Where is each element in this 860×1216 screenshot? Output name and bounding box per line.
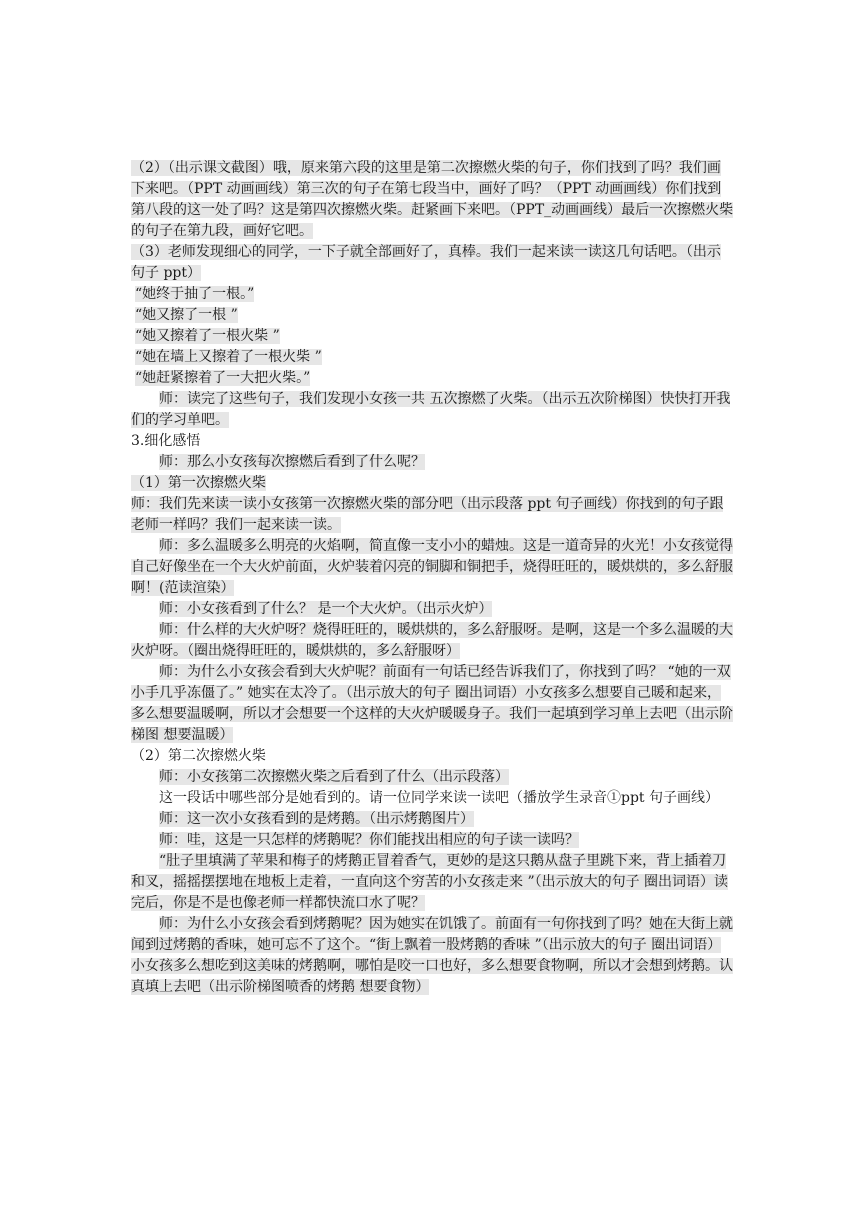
paragraph-first-why: 师：为什么小女孩会看到大火炉呢？前面有一句话已经告诉我们了，你找到了吗？ “她的一双小手几乎冻僵了。” 她实在太冷了。（出示放大的句子 圈出词语）小女孩多么想要自己暖和起来，多么想要温暖啊，所以才会想要一个这样的大火炉暖暖身子。我们一起填到学习单上去吧（出示阶梯图 想要温暖） <box>131 664 733 743</box>
subheading-first-strike: （1）第一次擦燃火柴 <box>131 475 266 491</box>
quote-line-3: “她又擦着了一根火柴 ” <box>135 328 280 344</box>
paragraph-second-why: 师：为什么小女孩会看到烤鹅呢？因为她实在饥饿了。前面有一句你找到了吗？她在大街上就闻到过烤鹅的香味，她可忘不了这个。“街上飘着一股烤鹅的香味 ”（出示放大的句子 圈出词语）小女孩多么想吃到这美味的烤鹅啊，哪怕是咬一口也好，多么想要食物啊，所以才会想到烤鹅。认真填上去吧（出示阶梯图喷香的烤鹅 想要食物） <box>131 916 733 995</box>
quote-line-5: “她赶紧擦着了一大把火柴。” <box>135 370 311 386</box>
paragraph-question: 师：那么小女孩每次擦燃后看到了什么呢？ <box>159 454 425 470</box>
paragraph-second-intro: 师：小女孩第二次擦燃火柴之后看到了什么（出示段落） <box>159 769 509 785</box>
paragraph-second-what: 师：哇，这是一只怎样的烤鹅呢？你们能找出相应的句子读一读吗？ <box>159 832 579 848</box>
paragraph-first-what: 师：什么样的大火炉呀？烧得旺旺的，暖烘烘的，多么舒服呀。是啊，这是一个多么温暖的大火炉呀。（圈出烧得旺旺的，暖烘烘的，多么舒服呀） <box>131 622 733 659</box>
subheading-second-strike: （2）第二次擦燃火柴 <box>131 748 266 764</box>
quote-line-1: “她终于抽了一根。” <box>135 286 255 302</box>
paragraph-1: （2）（出示课文截图）哦，原来第六段的这里是第二次擦燃火柴的句子，你们找到了吗？我们画下来吧。（PPT 动画画线）第三次的句子在第七段当中，画好了吗？（PPT 动画画线）你们找到第八段的这一处了吗？这是第四次擦燃火柴。赶紧画下来吧。（PPT_动画画线）最后一次擦燃火柴的句子在第九段，画好它吧。 <box>131 160 734 239</box>
paragraph-2: （3）老师发现细心的同学，一下子就全部画好了，真棒。我们一起来读一读这几句话吧。（出示句子 ppt） <box>131 244 721 281</box>
paragraph-first-seen: 师：小女孩看到了什么？ 是一个大火炉。（出示火炉） <box>159 601 493 617</box>
paragraph-second-seen: 师：这一次小女孩看到的是烤鹅。（出示烤鹅图片） <box>159 811 474 827</box>
paragraph-first-intro: 师：我们先来读一读小女孩第一次擦燃火柴的部分吧（出示段落 ppt 句子画线）你找到的句子跟老师一样吗？我们一起来读一读。 <box>131 496 724 533</box>
paragraph-summary: 师：读完了这些句子，我们发现小女孩一共 五次擦燃了火柴。（出示五次阶梯图）快快打开我们的学习单吧。 <box>131 391 731 428</box>
paragraph-first-text: 师：多么温暖多么明亮的火焰啊，简直像一支小小的蜡烛。这是一道奇异的火光！小女孩觉得自己好像坐在一个大火炉前面，火炉装着闪亮的铜脚和铜把手，烧得旺旺的，暖烘烘的，多么舒服啊！(范读渲染） <box>131 538 733 596</box>
document-body <box>131 158 734 998</box>
paragraph-second-quote: “肚子里填满了苹果和梅子的烤鹅正冒着香气，更妙的是这只鹅从盘子里跳下来，背上插着刀和叉，摇摇摆摆地在地板上走着，一直向这个穷苦的小女孩走来 ”（出示放大的句子 圈出词语）读完后，你是不是也像老师一样都快流口水了呢？ <box>131 853 729 911</box>
paragraph-second-read: 这一段话中哪些部分是她看到的。请一位同学来读一读吧（播放学生录音①ppt 句子画线） <box>159 790 719 806</box>
quote-line-4: “她在墙上又擦着了一根火柴 ” <box>135 349 322 365</box>
section-heading: 3.细化感悟 <box>131 433 201 449</box>
quote-line-2: “她又擦了一根 ” <box>135 307 238 323</box>
